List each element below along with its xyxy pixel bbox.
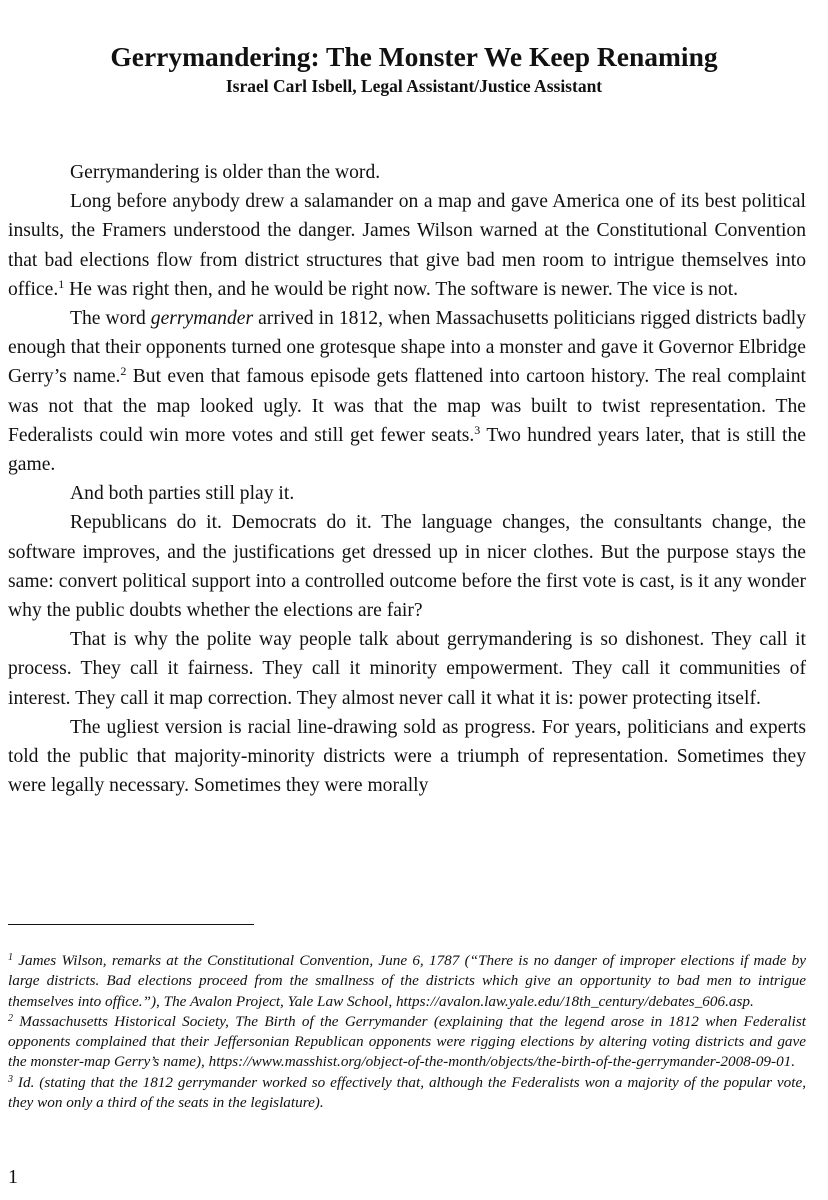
paragraph-text: And both parties still play it. (70, 483, 295, 505)
footnote-text: James Wilson, remarks at the Constitutional Convention, June 6, 1787 (“There is no danger of improper elections if made by large districts. Bad elections proceed from the smallness of the districts which give an opportunity to bad men to intrigue themselves into office.”), The Avalon Project, Yale Law School, https://avalon.law.yale.edu/18th_century/debates_606.asp. (8, 952, 806, 1010)
footnote-reference[interactable]: 1 (58, 276, 65, 291)
paragraph-text: Two hundred years later, that is still the game. (8, 424, 806, 476)
paragraph (8, 625, 806, 713)
footnote (8, 1012, 806, 1073)
footnote (8, 1073, 806, 1114)
author-line: Israel Carl Isbell, Legal Assistant/Justice Assistant (225, 76, 603, 96)
footnote-separator (8, 924, 254, 925)
paragraph (8, 713, 806, 801)
footnote-text: Id. (stating that the 1812 gerrymander worked so effectively that, although the Federalists won a majority of the popular vote, they won only a third of the seats in the legislature). (8, 1073, 806, 1112)
paragraph-text: Long before anybody drew a salamander on a map and gave America one of its best political insults, the Framers understood the danger. James Wilson warned at the Constitutional Convention that bad elections flow from district structures that give bad men room to intrigue themselves into office. (8, 191, 806, 300)
document-title: Gerrymandering: The Monster We Keep Renaming (110, 41, 718, 72)
paragraph (8, 508, 806, 625)
paragraph (8, 158, 806, 187)
paragraph-text: The ugliest version is racial line-drawing sold as progress. For years, politicians and experts told the public that majority-minority districts were a triumph of representation. Sometimes they were legally necessary. Sometimes they were morally (8, 716, 806, 797)
paragraph-text: The word (70, 308, 151, 330)
footnote-reference[interactable]: 2 (120, 364, 127, 379)
footnote-number: 3 (8, 1073, 13, 1085)
footnote-number: 1 (8, 952, 13, 963)
footnotes-section (8, 951, 806, 1113)
paragraph-text: That is why the polite way people talk about gerrymandering is so dishonest. They call it process. They call it fairness. They call it minority empowerment. They call it communities of interest. They call it map correction. They almost never call it what it is: power protecting itself. (8, 629, 806, 709)
footnote-number: 2 (8, 1012, 13, 1024)
paragraph-text: Republicans do it. Democrats do it. The language changes, the consultants change, the software improves, and the justifications get dressed up in nicer clothes. But the purpose stays the same: convert political support into a controlled outcome before the first vote is cast, is it any wonder why the public doubts whether the elections are fair? (8, 512, 806, 622)
paragraph-text: He was right then, and he would be right now. The software is newer. The vice is not. (64, 278, 739, 300)
paragraph (8, 479, 806, 508)
page-number: 1 (8, 1166, 18, 1188)
paragraph-text: But even that famous episode gets flattened into cartoon history. The real complaint was not that the map looked ugly. It was that the map was built to twist representation. The Federalists could win more votes and still get fewer seats. (8, 366, 806, 446)
footnote-reference[interactable]: 3 (474, 422, 481, 437)
footnote (8, 951, 806, 1012)
footnote-text: Massachusetts Historical Society, The Birth of the Gerrymander (explaining that the legend arose in 1812 when Federalist opponents complained that their Jeffersonian Republican opponents were rigging elections by altering voting districts and gave the monster-map Gerry’s name), https://www.masshist.org/object-of-the-month/objects/the-birth-of-the-gerrymander-2008-09-01. (8, 1012, 806, 1071)
paragraph-text: arrived in 1812, when Massachusetts politicians rigged districts badly enough that their opponents turned one grotesque shape into a monster and gave it Governor Elbridge Gerry’s name. (8, 308, 806, 388)
paragraph-text: Gerrymandering is older than the word. (70, 162, 381, 183)
paragraph (8, 304, 806, 479)
paragraph (8, 187, 806, 304)
document-body (8, 158, 806, 800)
emphasized-term: gerrymander (150, 308, 254, 330)
